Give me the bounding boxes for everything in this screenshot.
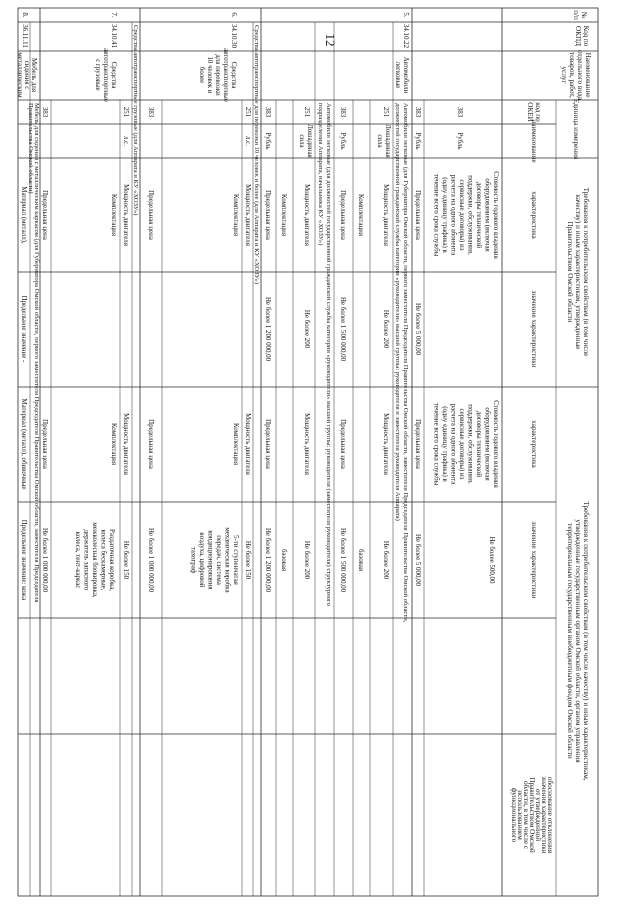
r1-org-char: Предельная цена xyxy=(414,419,421,469)
row6-name: Средстваавтотранспортныедля перевозки10 человек иболее xyxy=(198,48,237,102)
row7-name: Средстваавтотранспортныес грузовые xyxy=(94,48,117,102)
r5a-unit: Лошадинаясила xyxy=(376,124,391,158)
row5-merged: Автомобили легковые (для Губернатора Омской области, первого заместителя Председателя Правительства Омской области, заместителя Председателя Правительства Омской области,должностей государственной гражданской службы категории «руководители» высшей группы: руководителя и заместителя руководителя Аппарата) xyxy=(394,103,409,623)
r5d-unit: Лошадинаясила xyxy=(298,124,313,158)
row7-okpd: 34.10.41 xyxy=(110,23,117,49)
row5-merged2: Автомобили легковые (для должностей государственной гражданской службы категории «руководители» высшей группы: руководителя (заместителя руководителя) структурногоподразделения Аппарата, начальника КУ «ХОЗУ») xyxy=(317,103,332,606)
r6a-org-val: Не более 150 xyxy=(244,540,251,580)
r5f-val: Не более 1 200 000,00 xyxy=(264,296,271,362)
row8-name: Мебель длясидения сметаллическим xyxy=(16,52,37,98)
r6c-char: Предельная цена xyxy=(147,190,154,240)
r5c-code: 383 xyxy=(339,106,346,118)
r5e-org-val: базовая xyxy=(280,548,287,572)
hdr-org-char: характеристика xyxy=(530,420,538,468)
r6c-org-val: Не более 1 000 000,00 xyxy=(147,527,154,593)
r5d-val: Не более 200 xyxy=(303,309,310,349)
r7a-org-char: Мощность двигателя xyxy=(122,413,129,475)
row5-name: Автомобилилегковые xyxy=(394,56,409,94)
r6a-org-char: Мощность двигателя xyxy=(244,413,251,475)
r5a-org-char: Мощность двигателя xyxy=(382,413,389,475)
hdr-unit-group: Единица измерения xyxy=(572,98,580,160)
row6-num: 6. xyxy=(230,12,237,18)
r0-unit-name: Рубль xyxy=(456,132,463,150)
r7a-org-val: Не более 150 xyxy=(122,540,129,580)
r8a-org-char: Материал (металл), обивочные xyxy=(20,398,27,490)
hdr-num: №п/п xyxy=(572,10,588,20)
r5f-unit: Рубль xyxy=(264,132,271,150)
page-number: 12 xyxy=(323,33,338,47)
r5d-char: Мощность двигателя xyxy=(303,184,310,246)
r8a-char: Материал (металл), xyxy=(20,186,27,244)
r7a-char: Мощность двигателя xyxy=(122,184,129,246)
r6b-org-val: 5-ти ступенчатаямеханическая коробкапередач, системакондиционированиявоздуха, цифровойтахограф xyxy=(189,527,239,593)
row7-merged: Средства автотранспортные грузовые (для Аппарата и КУ «ХОЗУ») xyxy=(132,25,139,216)
r6c-code: 383 xyxy=(147,106,154,118)
rotated-table xyxy=(16,8,598,896)
r1-char: Предельная цена xyxy=(414,190,421,240)
r7c-code: 383 xyxy=(41,106,48,118)
r6b-org-char: Комплектация xyxy=(232,422,239,466)
r6a-unit: л.с. xyxy=(244,136,251,146)
r1-unit: Рубль xyxy=(414,132,421,150)
hdr-unit-name: наименование xyxy=(530,119,538,163)
r5c-unit: Рубль xyxy=(339,132,346,150)
r7b-org-char: Комплектация xyxy=(110,422,117,466)
r5b-char: Комплектация xyxy=(357,193,364,237)
row5-num: 5. xyxy=(402,12,409,18)
hdr-org-just: обоснование отклонениязначения характеристикиот утвержденнойПравительством Омскойобласти, в том числе сиспользованиемфункционального xyxy=(510,776,554,854)
r5a-val: Не более 200 xyxy=(382,309,389,349)
r5f-char: Предельная цена xyxy=(264,190,271,240)
r7b-char: Комплектация xyxy=(110,193,117,237)
row8-num: 8. xyxy=(21,12,28,18)
r0-org-val: Не более 500,00 xyxy=(488,536,495,584)
r1-code: 383 xyxy=(414,106,421,118)
r7a-code: 251 xyxy=(122,106,129,118)
r6c-org-char: Предельная цена xyxy=(147,419,154,469)
r7c-char: Предельная цена xyxy=(41,190,48,240)
r1-org-val: Не более 5 000,00 xyxy=(414,533,421,587)
row-lines xyxy=(30,8,424,896)
hdr-gov-group: Требования к потребительским свойствам (в том числекачеству) и иным характеристикам, утвержденныеПравительством Омской области xyxy=(566,187,590,357)
r5a-code: 251 xyxy=(382,106,389,118)
r7c-org-val: Не более 1 000 000,00 xyxy=(41,527,48,593)
r8a-org-val: Предельное значение: кожа xyxy=(20,519,27,601)
r0-org-char: Стоимость годового владенияоборудованием (включаядоговоры техническойподдержки, обслуживания,сервисные договоры) израсчета на одного абонента(одну единицу трафика) втечение всего срока службы xyxy=(432,400,499,488)
hdr-okpd: Код поОКПД xyxy=(574,25,590,47)
hdr-gov-char: характеристика xyxy=(530,191,538,239)
r5c-char: Предельная цена xyxy=(339,190,346,240)
row5-okpd: 34.10.22 xyxy=(402,23,409,49)
hdr-name: Наименованиеотдельного видатоваров, работ,услуг xyxy=(560,50,592,100)
hdr-unit-code: код поОКЕИ xyxy=(526,102,542,122)
r1-val: Не более 5 000,00 xyxy=(414,302,421,356)
r5a-char: Мощность двигателя xyxy=(382,184,389,246)
r5a-org-val: Не более 200 xyxy=(382,540,389,580)
r6b-char: Комплектация xyxy=(232,193,239,237)
r5d-org-char: Мощность двигателя xyxy=(303,413,310,475)
row7-num: 7. xyxy=(110,12,117,18)
r0-unit-code: 383 xyxy=(456,106,463,118)
r5c-org-char: Предельная цена xyxy=(339,419,346,469)
hdr-org-val: значение характеристики xyxy=(530,521,538,599)
r5f-code: 383 xyxy=(264,106,271,118)
r0-gov-char: Стоимость годового владенияоборудованием (включаядоговоры техническойподдержки, обслуживания,сервисные договоры) израсчета на одного абонента(одну единицу трафика) втечение всего срока службы xyxy=(432,171,499,259)
r5f-org-char: Предельная цена xyxy=(264,419,271,469)
r7c-org-char: Предельная цена xyxy=(41,419,48,469)
r5c-org-val: Не более 1 500 000,00 xyxy=(339,527,346,593)
r5c-val: Не более 1 500 000,00 xyxy=(339,296,346,362)
r5f-org-val: Не более 1 200 000,00 xyxy=(264,527,271,593)
r7b-org-val: Раздаточная коробка,колеса бескамерные,межколесная блокировка,держатель запасногоколеса, тент-каркас xyxy=(74,522,115,598)
r5b-org-val: базовая xyxy=(357,548,364,572)
r5d-code: 251 xyxy=(303,106,310,118)
r6a-char: Мощность двигателя xyxy=(244,184,251,246)
hdr-org-group: Требования к потребительским свойствам (в том числе качеству) и иным характеристикам,утвержденные государственным органом Омской области, органом управлениятерриториальным государственным внебюджетным фондом Омской области xyxy=(566,501,590,781)
row6-okpd: 34.10.30 xyxy=(230,23,237,49)
hdr-gov-val: значение характеристики xyxy=(530,290,538,368)
row6-merged: Средства автотранспортные для перевозки 10 человек и более (для Аппарата и КУ «ХОЗУ») xyxy=(253,25,260,285)
r6a-code: 251 xyxy=(244,106,251,118)
row8-merged: Мебель для сидения с металлическим каркасом (для Губернатора Омской области, первого заместителя Председателя Правительства Омской области, заместителя ПредседателяПравительства Омской области) xyxy=(27,103,40,603)
r5e-char: Комплектация xyxy=(280,193,287,237)
row8-okpd: 36.11.11 xyxy=(21,24,28,48)
r7a-unit: л.с. xyxy=(122,136,129,146)
r8a-val: Предельное значение - xyxy=(20,295,27,363)
r5d-org-val: Не более 200 xyxy=(303,540,310,580)
